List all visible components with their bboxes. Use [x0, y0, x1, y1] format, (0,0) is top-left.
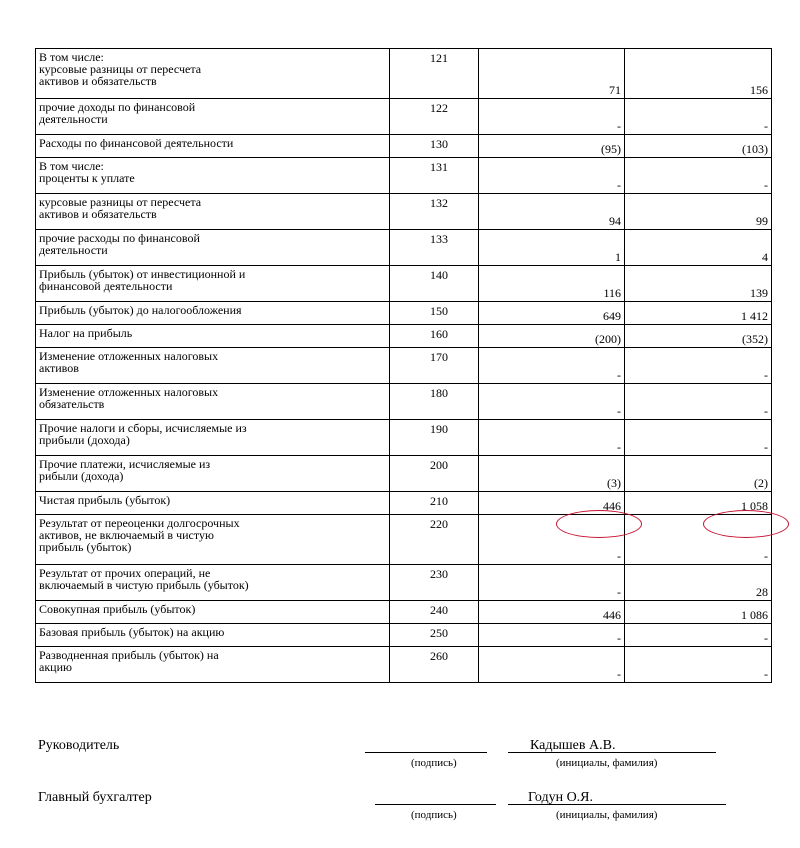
row-code: 230	[390, 565, 479, 601]
table-row	[36, 49, 772, 99]
row-code: 150	[390, 302, 479, 325]
row-code: 170	[390, 348, 479, 384]
row-value-current: -	[479, 420, 625, 456]
row-value-current: 71	[479, 49, 625, 99]
row-value-current: 1	[479, 230, 625, 266]
row-code: 122	[390, 99, 479, 135]
table-row	[36, 456, 772, 492]
accountant-name: Годун О.Я.	[528, 790, 594, 805]
row-value-current: 649	[479, 302, 625, 325]
row-code: 210	[390, 492, 479, 515]
accountant-signature-line	[375, 804, 496, 805]
accountant-title: Главный бухгалтер	[38, 790, 152, 805]
table-row	[36, 266, 772, 302]
row-value-previous: 139	[625, 266, 772, 302]
row-label: Совокупная прибыль (убыток)	[36, 601, 390, 624]
row-label: прочие доходы по финансовой деятельности	[36, 99, 390, 135]
row-value-previous: -	[625, 515, 772, 565]
row-code: 131	[390, 158, 479, 194]
director-signature-caption: (подпись)	[411, 757, 457, 769]
row-label: Прибыль (убыток) до налогообложения	[36, 302, 390, 325]
table-row	[36, 194, 772, 230]
row-label: Изменение отложенных налоговых активов	[36, 348, 390, 384]
row-value-previous: -	[625, 384, 772, 420]
table-row	[36, 158, 772, 194]
row-label: курсовые разницы от пересчета активов и обязательств	[36, 194, 390, 230]
row-label: В том числе: курсовые разницы от пересчета активов и обязательств	[36, 49, 390, 99]
row-value-previous: -	[625, 647, 772, 683]
row-value-previous: 4	[625, 230, 772, 266]
financial-results-table	[35, 48, 772, 683]
table-row	[36, 99, 772, 135]
table-row	[36, 302, 772, 325]
row-label: Чистая прибыль (убыток)	[36, 492, 390, 515]
row-value-previous: -	[625, 420, 772, 456]
table-row	[36, 135, 772, 158]
row-value-previous: 1 412	[625, 302, 772, 325]
row-label: Результат от прочих операций, не включаемый в чистую прибыль (убыток)	[36, 565, 390, 601]
director-name-caption: (инициалы, фамилия)	[556, 757, 658, 769]
row-code: 140	[390, 266, 479, 302]
row-value-previous: -	[625, 624, 772, 647]
row-label: Прочие платежи, исчисляемые из рибыли (дохода)	[36, 456, 390, 492]
table-row	[36, 601, 772, 624]
row-value-current: -	[479, 624, 625, 647]
row-value-previous: -	[625, 99, 772, 135]
table-row	[36, 420, 772, 456]
row-code: 130	[390, 135, 479, 158]
row-code: 200	[390, 456, 479, 492]
row-value-previous: -	[625, 348, 772, 384]
director-title: Руководитель	[38, 738, 120, 753]
director-signature-line	[365, 752, 487, 753]
director-name: Кадышев А.В.	[530, 738, 616, 753]
row-label: Прочие налоги и сборы, исчисляемые из прибыли (дохода)	[36, 420, 390, 456]
row-code: 160	[390, 325, 479, 348]
row-value-current: (3)	[479, 456, 625, 492]
table-row	[36, 384, 772, 420]
accountant-name-caption: (инициалы, фамилия)	[556, 809, 658, 821]
table-row	[36, 624, 772, 647]
table-row	[36, 647, 772, 683]
row-value-current: -	[479, 647, 625, 683]
row-code: 121	[390, 49, 479, 99]
row-label: Изменение отложенных налоговых обязательств	[36, 384, 390, 420]
row-value-previous: 1 086	[625, 601, 772, 624]
row-code: 260	[390, 647, 479, 683]
row-value-current: -	[479, 348, 625, 384]
row-value-current: -	[479, 565, 625, 601]
row-value-current: 116	[479, 266, 625, 302]
row-code: 132	[390, 194, 479, 230]
table-row	[36, 348, 772, 384]
accountant-signature-caption: (подпись)	[411, 809, 457, 821]
director-name-line	[508, 752, 716, 753]
row-label: Расходы по финансовой деятельности	[36, 135, 390, 158]
row-code: 180	[390, 384, 479, 420]
row-value-current: (200)	[479, 325, 625, 348]
row-label: В том числе: проценты к уплате	[36, 158, 390, 194]
row-value-current: 446	[479, 492, 625, 515]
row-label: Прибыль (убыток) от инвестиционной и финансовой деятельности	[36, 266, 390, 302]
row-value-previous: (352)	[625, 325, 772, 348]
row-value-previous: 1 058	[625, 492, 772, 515]
row-value-current: 446	[479, 601, 625, 624]
row-value-current: (95)	[479, 135, 625, 158]
row-code: 240	[390, 601, 479, 624]
accountant-name-line	[508, 804, 726, 805]
row-value-previous: (2)	[625, 456, 772, 492]
row-value-previous: -	[625, 158, 772, 194]
row-value-previous: (103)	[625, 135, 772, 158]
row-value-current: -	[479, 99, 625, 135]
row-label: Налог на прибыль	[36, 325, 390, 348]
table-row	[36, 325, 772, 348]
row-value-previous: 99	[625, 194, 772, 230]
row-value-current: -	[479, 384, 625, 420]
row-label: прочие расходы по финансовой деятельности	[36, 230, 390, 266]
row-value-current: -	[479, 158, 625, 194]
row-value-current: -	[479, 515, 625, 565]
table-row	[36, 515, 772, 565]
row-code: 220	[390, 515, 479, 565]
row-value-current: 94	[479, 194, 625, 230]
row-code: 190	[390, 420, 479, 456]
row-value-previous: 156	[625, 49, 772, 99]
row-label: Базовая прибыль (убыток) на акцию	[36, 624, 390, 647]
table-row	[36, 565, 772, 601]
row-code: 250	[390, 624, 479, 647]
row-value-previous: 28	[625, 565, 772, 601]
row-code: 133	[390, 230, 479, 266]
row-label: Разводненная прибыль (убыток) на акцию	[36, 647, 390, 683]
table-row	[36, 492, 772, 515]
row-label: Результат от переоценки долгосрочных активов, не включаемый в чистую прибыль (убыток)	[36, 515, 390, 565]
table-row	[36, 230, 772, 266]
